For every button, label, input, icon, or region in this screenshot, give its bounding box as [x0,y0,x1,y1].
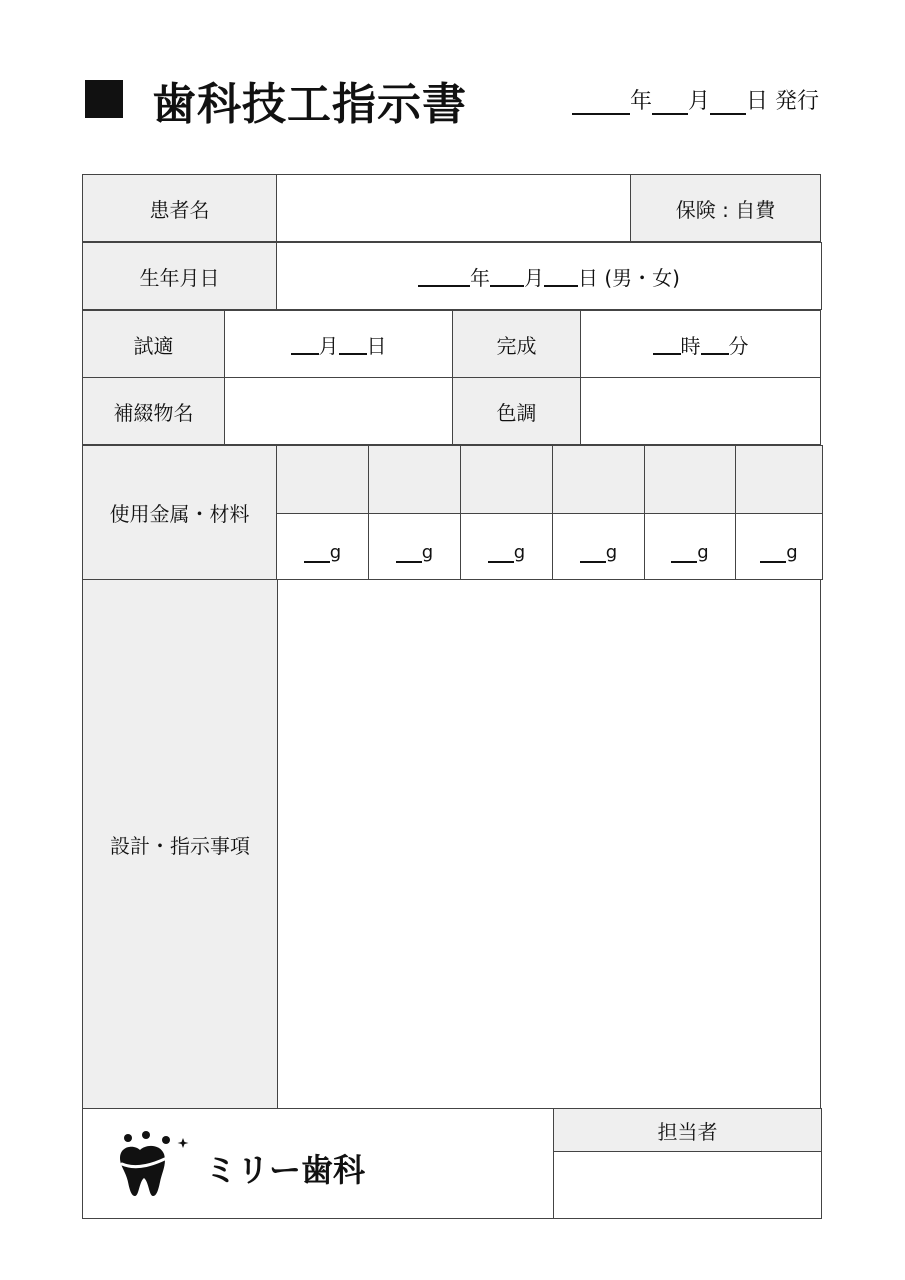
metal-name-field-4[interactable] [552,445,645,514]
weight-blank[interactable] [488,545,514,563]
weight-blank[interactable] [396,545,422,563]
completion-minute-label: 分 [728,333,749,358]
metal-weight-field-2[interactable] [368,513,461,580]
dob-label: 生年月日 [82,242,277,310]
gram-unit: g [513,542,526,563]
fitting-day-blank[interactable] [339,333,367,355]
fitting-day-label: 日 [366,333,387,358]
dob-day-label: 日 (男・女) [578,265,680,290]
metal-name-field-1[interactable] [276,445,369,514]
issue-year-blank[interactable] [572,91,630,115]
prosthesis-label: 補綴物名 [82,377,225,445]
metal-weight-field-6[interactable] [735,513,823,580]
issue-month-blank[interactable] [652,91,688,115]
issue-date [572,84,819,115]
completion-minute-blank[interactable] [701,333,729,355]
metals-label: 使用金属・材料 [82,445,277,580]
metal-weight-field-5[interactable] [644,513,736,580]
metal-name-field-6[interactable] [735,445,823,514]
metal-weight-field-4[interactable] [552,513,645,580]
weight-blank[interactable] [580,545,606,563]
staff-field[interactable] [553,1151,822,1219]
issue-month-label: 月 [687,89,710,114]
metal-name-field-2[interactable] [368,445,461,514]
gram-unit: g [421,542,434,563]
weight-blank[interactable] [760,545,786,563]
dob-field[interactable] [276,242,822,310]
insurance-label: 保険 : 自費 [630,174,821,242]
gram-unit: g [697,542,709,563]
dob-year-label: 年 [470,265,491,290]
dob-month-label: 月 [524,265,545,290]
completion-time-field[interactable] [580,310,821,378]
design-field[interactable] [277,579,821,1109]
gram-unit: g [605,542,618,563]
dob-month-blank[interactable] [490,265,524,287]
gram-unit: g [329,542,342,563]
issue-day-blank[interactable] [710,91,746,115]
shade-field[interactable] [580,377,821,445]
fitting-month-label: 月 [318,333,339,358]
completion-hour-blank[interactable] [653,333,681,355]
fitting-month-blank[interactable] [291,333,319,355]
metal-name-field-3[interactable] [460,445,553,514]
gram-unit: g [786,542,798,563]
patient-name-field[interactable] [276,174,631,242]
page-title: 歯科技工指示書 [152,79,467,130]
staff-label: 担当者 [553,1108,822,1152]
shade-label: 色調 [452,377,581,445]
metal-weight-field-1[interactable] [276,513,369,580]
dob-day-blank[interactable] [544,265,578,287]
weight-blank[interactable] [304,545,330,563]
issue-year-label: 年 [629,89,652,114]
completion-label: 完成 [452,310,581,378]
prosthesis-field[interactable] [224,377,453,445]
metal-name-field-5[interactable] [644,445,736,514]
design-label: 設計・指示事項 [82,579,278,1109]
issue-day-label: 日 発行 [746,89,819,114]
fitting-label: 試適 [82,310,225,378]
weight-blank[interactable] [671,545,697,563]
clinic-name: ミリー歯科 [205,1151,366,1189]
metal-weight-field-3[interactable] [460,513,553,580]
patient-name-label: 患者名 [82,174,277,242]
fitting-date-field[interactable] [224,310,453,378]
completion-hour-label: 時 [680,333,701,358]
title-square-icon [85,80,123,118]
tooth-logo-icon [112,1130,192,1200]
dob-year-blank[interactable] [418,265,470,287]
